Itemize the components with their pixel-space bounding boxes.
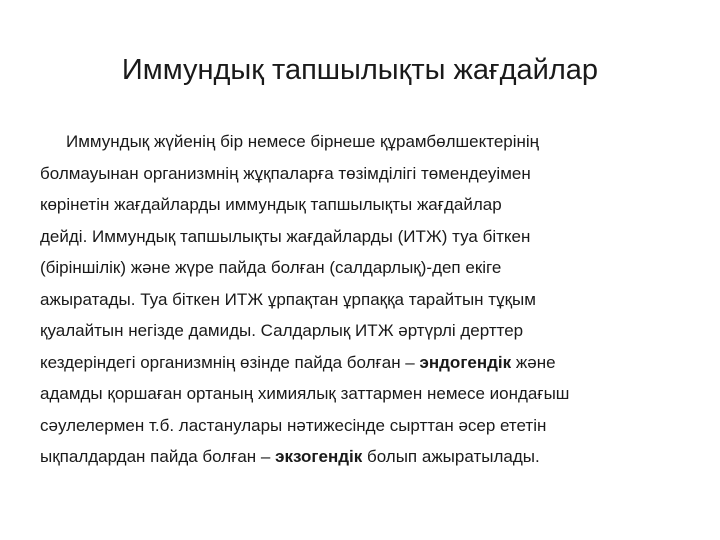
paragraph-line: болмауынан организмнің жұқпаларға төзімділігі төмендеуімен xyxy=(40,163,531,183)
paragraph-line-exogenous xyxy=(40,441,690,473)
paragraph-line: (біріншілік) және жүре пайда болған (салдарлық)-деп екіге xyxy=(40,258,502,277)
paragraph-line: қуалайтын негізде дамиды. Салдарлық ИТЖ әртүрлі дерттер xyxy=(40,321,524,340)
paragraph-line: көрінетін жағдайларды иммундық тапшылықты жағдайлар xyxy=(40,195,502,214)
line-text: ықпалдардан пайда болған – xyxy=(40,447,276,466)
paragraph-line: дейді. Иммундық тапшылықты жағдайларды (ИТЖ) туа біткен xyxy=(40,226,531,246)
term-exogenous: экзогендік xyxy=(275,447,363,466)
line-text: және xyxy=(511,352,556,372)
paragraph-line: ажыратады. Туа біткен ИТЖ ұрпақтан ұрпаққа тарайтын тұқым xyxy=(40,289,536,309)
line-text: болып ажыратылады. xyxy=(362,447,540,466)
paragraph-line: Иммундық жүйенің бір немесе бірнеше құрамбөлшектерінің xyxy=(66,132,540,151)
paragraph-line: адамды қоршаған ортаның химиялық заттармен немесе иондағыш xyxy=(40,384,570,403)
paragraph-line: сәулелермен т.б. ластанулары нәтижесінде сырттан әсер ететін xyxy=(40,415,547,435)
body-paragraph xyxy=(40,126,690,473)
slide-title: Иммундық тапшылықты жағдайлар xyxy=(121,54,599,86)
line-text: кездеріндегі организмнің өзінде пайда болған – xyxy=(40,352,420,372)
term-endogenous: эндогендік xyxy=(419,352,512,372)
paragraph-line-endogenous xyxy=(40,347,690,379)
